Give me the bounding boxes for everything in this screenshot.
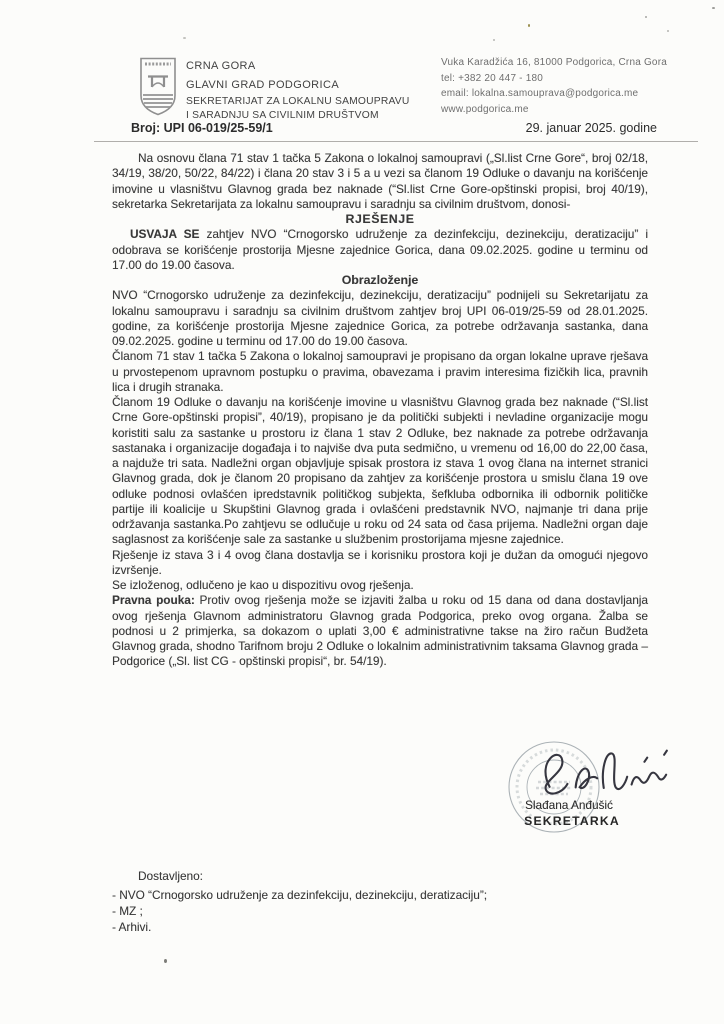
letterhead-org-block	[186, 57, 409, 124]
org-secretariat-line1: SEKRETARIJAT ZA LOKALNU SAMOUPRAVU	[186, 96, 410, 107]
explanation-paragraph-1: NVO “Crnogorsko udruženje za dezinfekciju, dezinekciju, deratizaciju” podnijeli su Sekretarijatu za lokalnu samoupravu i saradnju sa civilnim društvom zahtjev broj UPI 06-019/25-59 od 28.01.2025. godine, za korišćenje prostorija Mjesne zajednice Gorica, za potrebe održavanja sastanka, dana 09.02.2025. godine u terminu od 17.00 do 19.00 časova.	[112, 288, 648, 348]
legal-remedy-paragraph	[112, 593, 648, 669]
document-title: RJEŠENJE	[345, 212, 415, 226]
document-meta-row	[131, 121, 657, 135]
explanation-paragraph-4: Rješenje iz stava 3 i 4 ovog člana dostavlja se i korisniku prostora koji je dužan da omogući njegovo izvršenje.	[112, 547, 648, 577]
explanation-paragraph-5: Se izloženog, odlučeno je kao u dispozitivu ovog rješenja.	[112, 578, 414, 592]
org-city-name: GLAVNI GRAD PODGORICA	[186, 79, 340, 91]
explanation-paragraph-3: Članom 19 Odluke o davanju na korišćenje imovine u vlasništvu Glavnog grada bez naknade (“Sl.list Crne Gore-opštinski propisi”, 40/19), propisano je da politički subjekti i nevladine organizacije mogu koristiti salu za sastanke u prostoru iz člana 1 stav 2 Odluke, bez naknade za potrebe održavanja sastanaka i organizacije događaja i to najviše dva puta sedmično, u vremenu od 16,00 do 22,00 časa, a najduže tri sata. Nadležni organ objavljuje spisak prostora iz stava 1 ovog člana na internet stranici Glavnog grada, dok je članom 20 propisano da zahtjev za korišćenje prostora u smislu člana 19 ove odluke podnosi ovlašćen ipredstavnik političkog subjekta, šefkluba odbornika ili odbornik političke partije ili koalicije u Skupštini Glavnog grada i ovlašćeni predstavnik NVO, najmanje tri dana prije održavanja sastanka.Po zahtjevu se odlučuje u roku od 24 sata od časa prijema. Nadležni organ daje saglasnost za korišćenje sale za sastanke u službenim prostorijama mjesne zajednice.	[112, 395, 648, 547]
document-body	[112, 151, 648, 670]
decision-paragraph	[112, 227, 648, 273]
decision-keyword: USVAJA SE	[130, 227, 200, 242]
bridge-glyph	[148, 77, 168, 88]
signatory-role: SEKRETARKA	[524, 814, 620, 828]
document-number: Broj: UPI 06-019/25-59/1	[131, 121, 273, 135]
legal-basis-paragraph: Na osnovu člana 71 stav 1 tačka 5 Zakona o lokalnoj samoupravi („Sl.list Crne Gore“, broj 02/18, 34/19, 38/20, 50/22, 84/22) i člana 20 stav 3 i 5 a u vezi sa članom 19 Odluke o davanju na korišćenje imovine u vlasništvu Glavnog grada bez naknade (“Sl.list Crne Gore-opštinski propisi, broj 40/19), sekretarka Sekretarijata za lokalnu samoupravu i saradnju sa civilnim društvom, donosi-	[112, 151, 648, 211]
scan-speck	[164, 959, 167, 963]
contact-email: email: lokalna.samouprava@podgorica.me	[441, 88, 639, 100]
document-date: 29. januar 2025. godine	[525, 121, 657, 135]
scan-speck	[667, 30, 669, 32]
org-country-name: CRNA GORA	[186, 60, 256, 72]
org-secretariat-line2: I SARADNJU SA CIVILNIM DRUŠTVOM	[186, 110, 379, 122]
legal-remedy-label: Pravna pouka:	[112, 593, 195, 608]
signatory-name: Slađana Anđušić	[525, 798, 613, 812]
podgorica-coat-of-arms-logo	[138, 55, 178, 118]
contact-website: www.podgorica.me	[441, 103, 529, 115]
explanation-title: Obrazloženje	[341, 273, 419, 287]
shield-stripes	[143, 95, 173, 107]
legal-remedy-text: Protiv ovog rješenja može se izjaviti žalba u roku od 15 dana od dana dostavljanja ovog rješenja Glavnom administratoru Glavnog grada Podgorica, preko ovog organa. Žalba se podnosi u 2 primjerka, sa dokazom o uplati 3,00 € administrativne takse na žiro račun Budžeta Glavnog grada, shodno Tarifnom broju 2 Odluke o lokalnim administrativnim taksama Glavnog grada – Podgorice („Sl. list CG - opštinski propisi“, br. 54/19).	[112, 593, 648, 669]
bridge-arch	[152, 83, 164, 87]
signature-strokes	[544, 749, 669, 794]
distribution-item-nvo: - NVO “Crnogorsko udruženje za dezinfekciju, dezinekciju, deratizaciju”;	[112, 888, 488, 902]
decision-text: zahtjev NVO “Crnogorsko udruženje za dezinfekciju, dezinekciju, deratizaciju” i odobrava se korišćenje prostorija Mjesne zajednice Gorica, dana 09.02.2025. godine u terminu od 17.00 do 19.00 časova.	[112, 227, 648, 272]
scan-speck	[528, 24, 530, 27]
scan-speck	[493, 39, 495, 41]
explanation-paragraph-2: Članom 71 stav 1 tačka 5 Zakona o lokalnoj samoupravi je propisano da organ lokalne uprave rješava u prvostepenom upravnom postupku o pravima, obavezama i pravim interesima fizičkih lica, pravnih lica i drugih stranaka.	[112, 349, 648, 394]
distribution-label: Dostavljeno:	[138, 869, 203, 883]
scan-speck	[645, 16, 647, 18]
contact-address: Vuka Karadžića 16, 81000 Podgorica, Crna Gora	[441, 57, 667, 68]
distribution-item-archive: - Arhivi.	[112, 920, 152, 934]
scan-speck	[183, 37, 186, 39]
header-divider	[94, 141, 698, 142]
scan-speck	[712, 7, 715, 9]
contact-phone: tel: +382 20 447 - 180	[441, 72, 543, 84]
distribution-block	[112, 868, 487, 935]
letterhead-contact-block	[441, 55, 667, 117]
distribution-item-mz: - MZ ;	[112, 904, 143, 918]
